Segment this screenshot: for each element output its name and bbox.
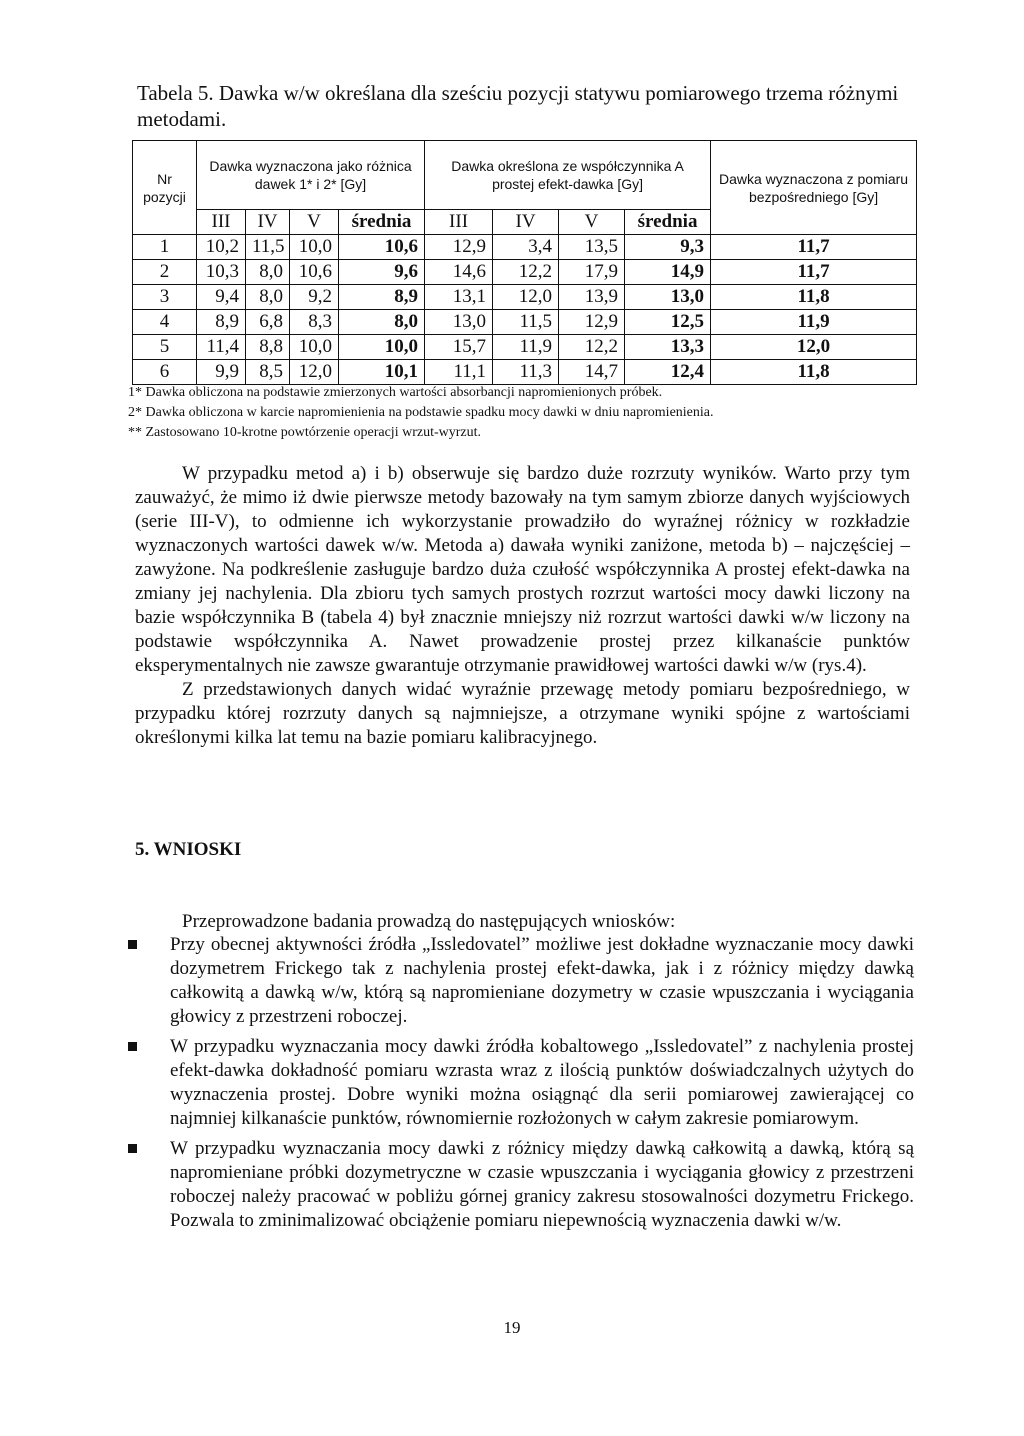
dose-table [132, 140, 917, 385]
group2-header: Dawka określona ze współczynnika A prostej efekt-dawka [Gy] [425, 141, 711, 210]
footnote: ** Zastosowano 10-krotne powtórzenie operacji wrzut-wyrzut. [128, 425, 481, 440]
average-cell: 14,9 [625, 260, 711, 285]
direct-dose-cell: 11,7 [711, 260, 917, 285]
average-cell: 8,0 [339, 310, 425, 335]
sub-header: III [197, 210, 246, 235]
position-number-cell: 4 [133, 310, 197, 335]
direct-dose-cell: 11,9 [711, 310, 917, 335]
value-cell: 8,0 [246, 260, 290, 285]
value-cell: 12,9 [425, 235, 493, 260]
average-cell: 9,6 [339, 260, 425, 285]
list-item [124, 1035, 914, 1131]
list-item [124, 1137, 914, 1233]
position-number-cell: 5 [133, 335, 197, 360]
footnote: 1* Dawka obliczona na podstawie zmierzonych wartości absorbancji napromienionych próbek. [128, 385, 663, 400]
average-cell: 10,0 [339, 335, 425, 360]
average-cell: 10,1 [339, 360, 425, 385]
value-cell: 12,2 [559, 335, 625, 360]
page-number: 19 [503, 1318, 521, 1337]
table-row [133, 335, 917, 360]
bullet-square-icon [128, 940, 137, 949]
position-number-cell: 2 [133, 260, 197, 285]
sub-header: średnia [625, 210, 711, 235]
conclusions-list [124, 933, 914, 1239]
value-cell: 13,1 [425, 285, 493, 310]
value-cell: 9,4 [197, 285, 246, 310]
sub-header: IV [246, 210, 290, 235]
value-cell: 14,7 [559, 360, 625, 385]
value-cell: 10,0 [290, 335, 339, 360]
list-item [124, 933, 914, 1029]
position-number-cell: 3 [133, 285, 197, 310]
group3-header: Dawka wyznaczona z pomiaru bezpośredniego [Gy] [711, 141, 917, 235]
table-row [133, 285, 917, 310]
average-cell: 8,9 [339, 285, 425, 310]
value-cell: 12,2 [493, 260, 559, 285]
value-cell: 14,6 [425, 260, 493, 285]
discussion-text [135, 462, 910, 750]
direct-dose-cell: 11,8 [711, 360, 917, 385]
value-cell: 8,3 [290, 310, 339, 335]
average-cell: 9,3 [625, 235, 711, 260]
table-footnotes [128, 383, 928, 443]
list-item-text: W przypadku wyznaczania mocy dawki z różnicy między dawką całkowitą a dawką, którą są napromieniane próbki dozymetryczne w czasie wpuszczania i wyciągania głowicy z przestrzeni roboczej należy pracować w pobliżu górnej granicy zakresu stosowalności dozymetru Frickego. Pozwala to zminimalizować obciążenie pomiaru niepewnością wyznaczenia dawki w/w. [170, 1138, 914, 1231]
dose-table-body [133, 235, 917, 385]
footnote: 2* Dawka obliczona w karcie napromienienia na podstawie spadku mocy dawki w dniu napromienienia. [128, 405, 714, 420]
value-cell: 6,8 [246, 310, 290, 335]
paragraph: Z przedstawionych danych widać wyraźnie przewagę metody pomiaru bezpośredniego, w przypadku której rozrzuty danych są najmniejsze, a otrzymane wyniki spójne z wartościami określonymi kilka lat temu na bazie pomiaru kalibracyjnego. [135, 679, 910, 748]
sub-header: V [290, 210, 339, 235]
average-cell: 13,3 [625, 335, 711, 360]
value-cell: 9,2 [290, 285, 339, 310]
group1-header: Dawka wyznaczona jako różnica dawek 1* i 2* [Gy] [197, 141, 425, 210]
table-row [133, 235, 917, 260]
conclusions-intro: Przeprowadzone badania prowadzą do następujących wniosków: [182, 911, 676, 932]
list-item-text: W przypadku wyznaczania mocy dawki źródła kobaltowego „Issledovatel” z nachylenia prostej efekt-dawka dokładność pomiaru wzrasta wraz z ilością punktów doświadczalnych użytych do wyznaczenia prostej. Dobre wyniki można osiągnąć dla serii pomiarowej zawierającej co najmniej kilkanaście punktów, równomiernie rozłożonych w całym zakresie pomiarowym. [170, 1036, 914, 1129]
value-cell: 11,3 [493, 360, 559, 385]
paragraph: W przypadku metod a) i b) obserwuje się bardzo duże rozrzuty wyników. Warto przy tym zauważyć, że mimo iż dwie pierwsze metody bazowały na tym samym zbiorze danych wyjściowych (serie III-V), to odmienne ich wykorzystanie prowadziło do wyraźnej różnicy w rozkładzie wyznaczonych wartości dawek w/w. Metoda a) dawała wyniki zaniżone, metoda b) – najczęściej – zawyżone. Na podkreślenie zasługuje bardzo duża czułość współczynnika A prostej efekt-dawka na zmiany jej nachylenia. Dla zbioru tych samych prostych rozrzut wartości mocy dawki liczony na bazie współczynnika B (tabela 4) był znacznie mniejszy niż rozrzut wartości dawki w/w liczony na podstawie współczynnika A. Nawet prowadzenie prostej przez kilkanaście punktów eksperymentalnych nie zawsze gwarantuje otrzymanie prawidłowej wartości dawki w/w (rys.4). [135, 463, 910, 676]
nr-header: Nr pozycji [133, 141, 197, 235]
value-cell: 11,4 [197, 335, 246, 360]
position-number-cell: 1 [133, 235, 197, 260]
value-cell: 8,5 [246, 360, 290, 385]
sub-header: IV [493, 210, 559, 235]
table-row [133, 260, 917, 285]
direct-dose-cell: 11,8 [711, 285, 917, 310]
value-cell: 12,0 [493, 285, 559, 310]
average-cell: 12,5 [625, 310, 711, 335]
table-row [133, 360, 917, 385]
value-cell: 13,5 [559, 235, 625, 260]
average-cell: 10,6 [339, 235, 425, 260]
value-cell: 3,4 [493, 235, 559, 260]
sub-header: V [559, 210, 625, 235]
value-cell: 13,0 [425, 310, 493, 335]
value-cell: 12,0 [290, 360, 339, 385]
section-title: 5. WNIOSKI [135, 839, 242, 860]
value-cell: 13,9 [559, 285, 625, 310]
average-cell: 13,0 [625, 285, 711, 310]
value-cell: 11,1 [425, 360, 493, 385]
value-cell: 11,5 [246, 235, 290, 260]
value-cell: 10,3 [197, 260, 246, 285]
sub-header: średnia [339, 210, 425, 235]
value-cell: 11,5 [493, 310, 559, 335]
value-cell: 8,0 [246, 285, 290, 310]
value-cell: 10,0 [290, 235, 339, 260]
value-cell: 15,7 [425, 335, 493, 360]
value-cell: 11,9 [493, 335, 559, 360]
bullet-square-icon [128, 1042, 137, 1051]
value-cell: 8,8 [246, 335, 290, 360]
average-cell: 12,4 [625, 360, 711, 385]
value-cell: 17,9 [559, 260, 625, 285]
value-cell: 9,9 [197, 360, 246, 385]
list-item-text: Przy obecnej aktywności źródła „Issledovatel” możliwe jest dokładne wyznaczanie mocy dawki dozymetrem Frickego tak z nachylenia prostej efekt-dawka, jak i z różnicy między dawką całkowitą a dawką w/w, którą są napromieniane dozymetry w czasie wpuszczania i wyciągania głowicy z przestrzeni roboczej. [170, 934, 914, 1027]
bullet-square-icon [128, 1144, 137, 1153]
direct-dose-cell: 11,7 [711, 235, 917, 260]
value-cell: 10,2 [197, 235, 246, 260]
table-row [133, 310, 917, 335]
value-cell: 12,9 [559, 310, 625, 335]
direct-dose-cell: 12,0 [711, 335, 917, 360]
value-cell: 10,6 [290, 260, 339, 285]
position-number-cell: 6 [133, 360, 197, 385]
value-cell: 8,9 [197, 310, 246, 335]
sub-header: III [425, 210, 493, 235]
table-caption: Tabela 5. Dawka w/w określana dla sześciu pozycji statywu pomiarowego trzema różnymi metodami. [137, 81, 899, 131]
